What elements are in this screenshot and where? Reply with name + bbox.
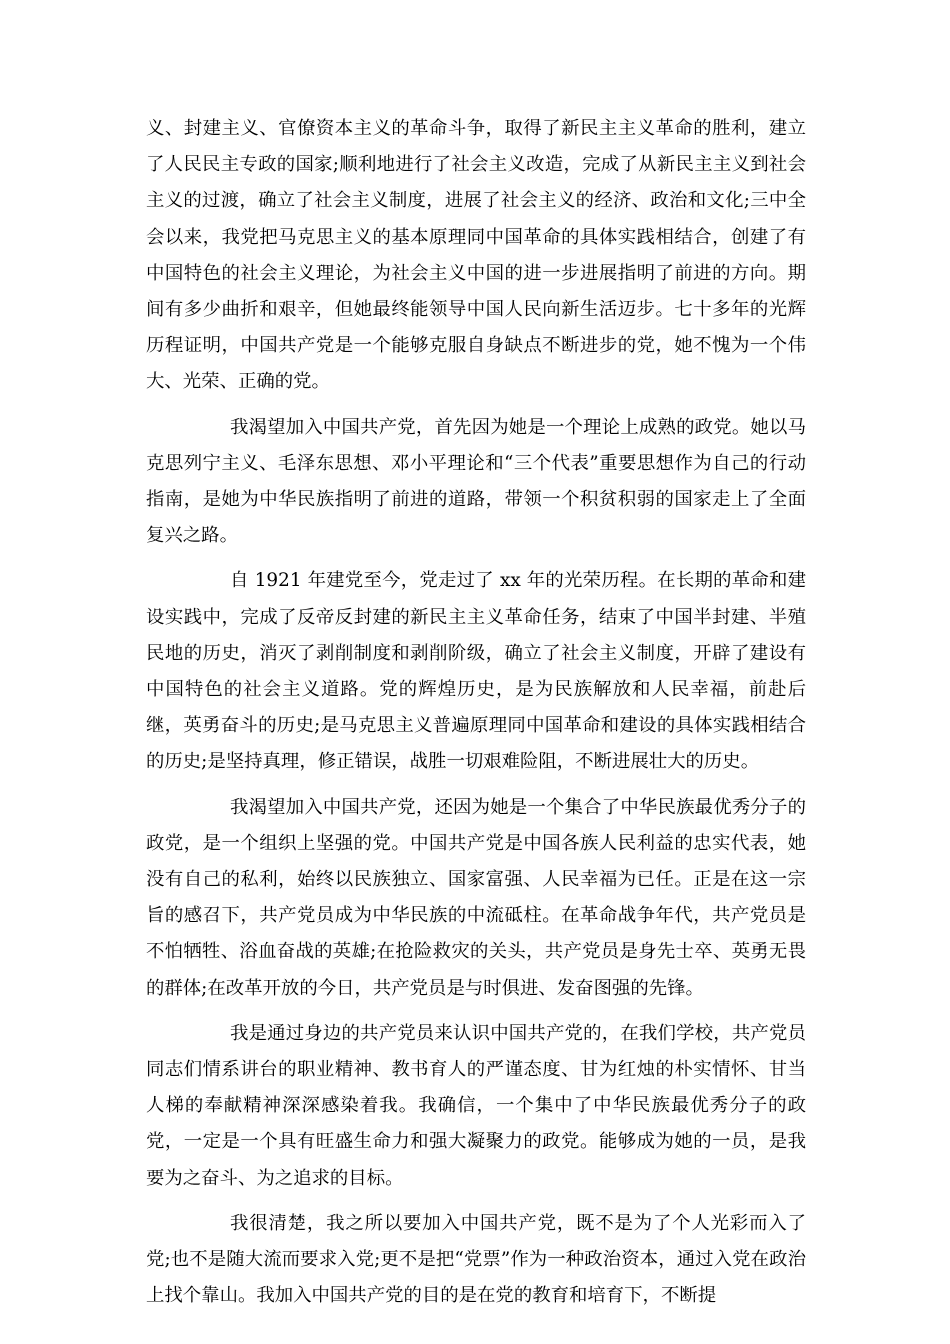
document-body: [146, 111, 806, 1324]
paragraph-1: 义、封建主义、官僚资本主义的革命斗争，取得了新民主主义革命的胜利，建立了人民民主专政的国家;顺利地进行了社会主义改造，完成了从新民主主义到社会主义的过渡，确立了社会主义制度，进展了社会主义的经济、政治和文化;三中全会以来，我党把马克思主义的基本原理同中国革命的具体实践相结合，创建了有中国特色的社会主义理论，为社会主义中国的进一步进展指明了前进的方向。期间有多少曲折和艰辛，但她最终能领导中国人民向新生活迈步。七十多年的光辉历程证明，中国共产党是一个能够克服自身缺点不断进步的党，她不愧为一个伟大、光荣、正确的党。: [146, 118, 806, 393]
paragraph-6: 我很清楚，我之所以要加入中国共产党，既不是为了个人光彩而入了党;也不是随大流而要求入党;更不是把“党票”作为一种政治资本，通过入党在政治上找个靠山。我加入中国共产党的目的是在党的教育和培育下，不断提: [146, 1212, 806, 1307]
paragraph-4: 我渴望加入中国共产党，还因为她是一个集合了中华民族最优秀分子的政党，是一个组织上坚强的党。中国共产党是中国各族人民利益的忠实代表，她没有自己的私利，始终以民族独立、国家富强、人民幸福为已任。正是在这一宗旨的感召下，共产党员成为中华民族的中流砥柱。在革命战争年代，共产党员是不怕牺牲、浴血奋战的英雄;在抢险救灾的关头，共产党员是身先士卒、英勇无畏的群体;在改革开放的今日，共产党员是与时俱进、发奋图强的先锋。: [146, 796, 806, 999]
paragraph-3: 自 1921 年建党至今，党走过了 xx 年的光荣历程。在长期的革命和建设实践中，完成了反帝反封建的新民主主义革命任务，结束了中国半封建、半殖民地的历史，消灭了剥削制度和剥削阶级，确立了社会主义制度，开辟了建设有中国特色的社会主义道路。党的辉煌历史，是为民族解放和人民幸福，前赴后继，英勇奋斗的历史;是马克思主义普遍原理同中国革命和建设的具体实践相结合的历史;是坚持真理，修正错误，战胜一切艰难险阻，不断进展壮大的历史。: [146, 570, 806, 773]
paragraph-2: 我渴望加入中国共产党，首先因为她是一个理论上成熟的政党。她以马克思列宁主义、毛泽东思想、邓小平理论和“三个代表”重要思想作为自己的行动指南，是她为中华民族指明了前进的道路，带领一个积贫积弱的国家走上了全面复兴之路。: [146, 416, 806, 547]
paragraph-5: 我是通过身边的共产党员来认识中国共产党的，在我们学校，共产党员同志们情系讲台的职业精神、教书育人的严谨态度、甘为红烛的朴实情怀、甘当人梯的奉献精神深深感染着我。我确信，一个集中了中华民族最优秀分子的政党，一定是一个具有旺盛生命力和强大凝聚力的政党。能够成为她的一员，是我要为之奋斗、为之追求的目标。: [146, 1022, 806, 1189]
